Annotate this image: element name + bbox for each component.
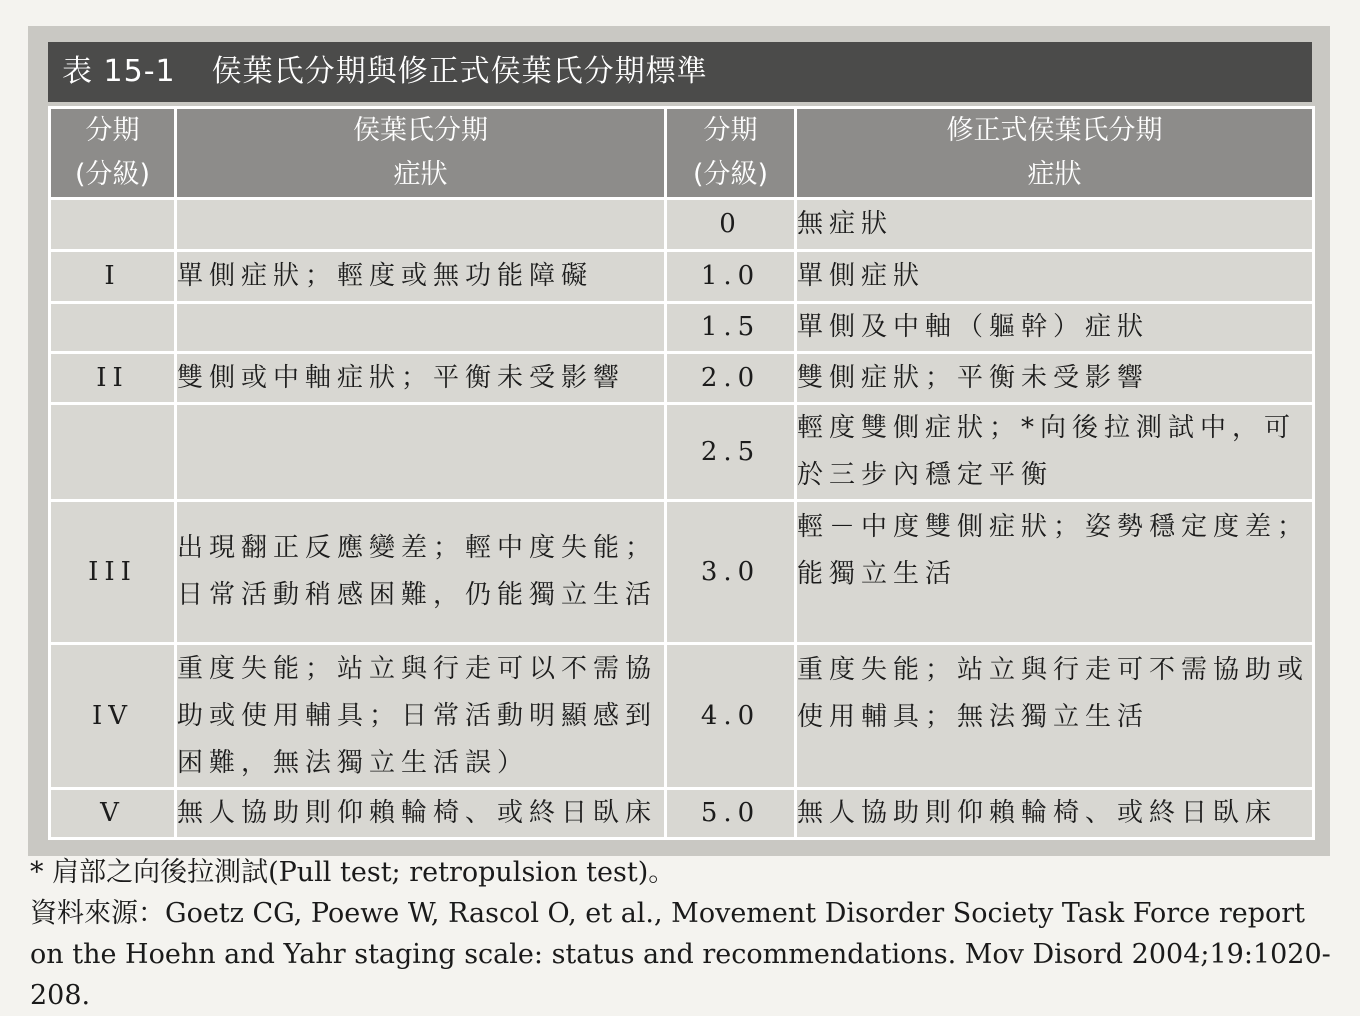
table-row	[50, 199, 1314, 251]
mhy-symptom-cell: 重度失能；站立與行走可不需協助或使用輔具；無法獨立生活	[796, 644, 1314, 789]
mhy-symptom-cell: 無症狀	[796, 199, 1314, 251]
mhy-stage-cell: 0	[666, 199, 796, 251]
mhy-stage-cell: 5.0	[666, 789, 796, 839]
hy-symptom-cell: 出現翻正反應變差；輕中度失能；日常活動稍感困難，仍能獨立生活	[176, 501, 666, 644]
mhy-stage-cell: 2.5	[666, 404, 796, 501]
mhy-stage-cell: 1.0	[666, 251, 796, 303]
table-row	[50, 404, 1314, 501]
table-number: 表 15-1	[62, 54, 176, 89]
mhy-symptom-cell: 單側及中軸（軀幹）症狀	[796, 303, 1314, 353]
mhy-symptom-cell: 輕度雙側症狀；*向後拉測試中，可於三步內穩定平衡	[796, 404, 1314, 501]
footnote: * 肩部之向後拉測試(Pull test; retropulsion test)。	[30, 857, 676, 888]
hy-stage-cell: II	[50, 353, 176, 404]
header-hy-symptoms: 侯葉氏分期 症狀	[176, 108, 666, 199]
hy-symptom-cell: 重度失能；站立與行走可以不需協助或使用輔具；日常活動明顯感到困難，無法獨立生活誤）	[176, 644, 666, 789]
table-row	[50, 789, 1314, 839]
hy-symptom-cell	[176, 303, 666, 353]
hy-symptom-cell: 雙側或中軸症狀；平衡未受影響	[176, 353, 666, 404]
staging-table	[48, 106, 1315, 840]
mhy-stage-cell: 4.0	[666, 644, 796, 789]
hy-stage-cell	[50, 303, 176, 353]
header-stage-mhy: 分期 (分級)	[666, 108, 796, 199]
hy-stage-cell: IV	[50, 644, 176, 789]
hy-stage-cell: V	[50, 789, 176, 839]
header-mhy-symptoms: 修正式侯葉氏分期 症狀	[796, 108, 1314, 199]
hy-stage-cell	[50, 199, 176, 251]
table-row	[50, 644, 1314, 789]
source-citation: 資料來源：Goetz CG, Poewe W, Rascol O, et al., Movement Disorder Society Task Force report on the Hoehn and Yahr staging scale: status and recommendations. Mov Disord 2004;19:1020-208.	[30, 898, 1331, 1011]
hy-symptom-cell: 無人協助則仰賴輪椅、或終日臥床	[176, 789, 666, 839]
table-notes	[30, 852, 1340, 1016]
hy-symptom-cell	[176, 199, 666, 251]
mhy-stage-cell: 3.0	[666, 501, 796, 644]
mhy-symptom-cell: 雙側症狀；平衡未受影響	[796, 353, 1314, 404]
table-row	[50, 501, 1314, 644]
header-stage-hy: 分期 (分級)	[50, 108, 176, 199]
table-row	[50, 353, 1314, 404]
hy-symptom-cell: 單側症狀；輕度或無功能障礙	[176, 251, 666, 303]
header-row	[50, 108, 1314, 199]
hy-stage-cell: I	[50, 251, 176, 303]
hy-symptom-cell	[176, 404, 666, 501]
table-title	[48, 42, 1312, 102]
mhy-symptom-cell: 單側症狀	[796, 251, 1314, 303]
mhy-stage-cell: 1.5	[666, 303, 796, 353]
table-row	[50, 303, 1314, 353]
table-title-text: 侯葉氏分期與修正式侯葉氏分期標準	[211, 54, 708, 89]
mhy-stage-cell: 2.0	[666, 353, 796, 404]
mhy-symptom-cell: 無人協助則仰賴輪椅、或終日臥床	[796, 789, 1314, 839]
table-row	[50, 251, 1314, 303]
hy-stage-cell: III	[50, 501, 176, 644]
hy-stage-cell	[50, 404, 176, 501]
mhy-symptom-cell: 輕－中度雙側症狀；姿勢穩定度差；能獨立生活	[796, 501, 1314, 644]
